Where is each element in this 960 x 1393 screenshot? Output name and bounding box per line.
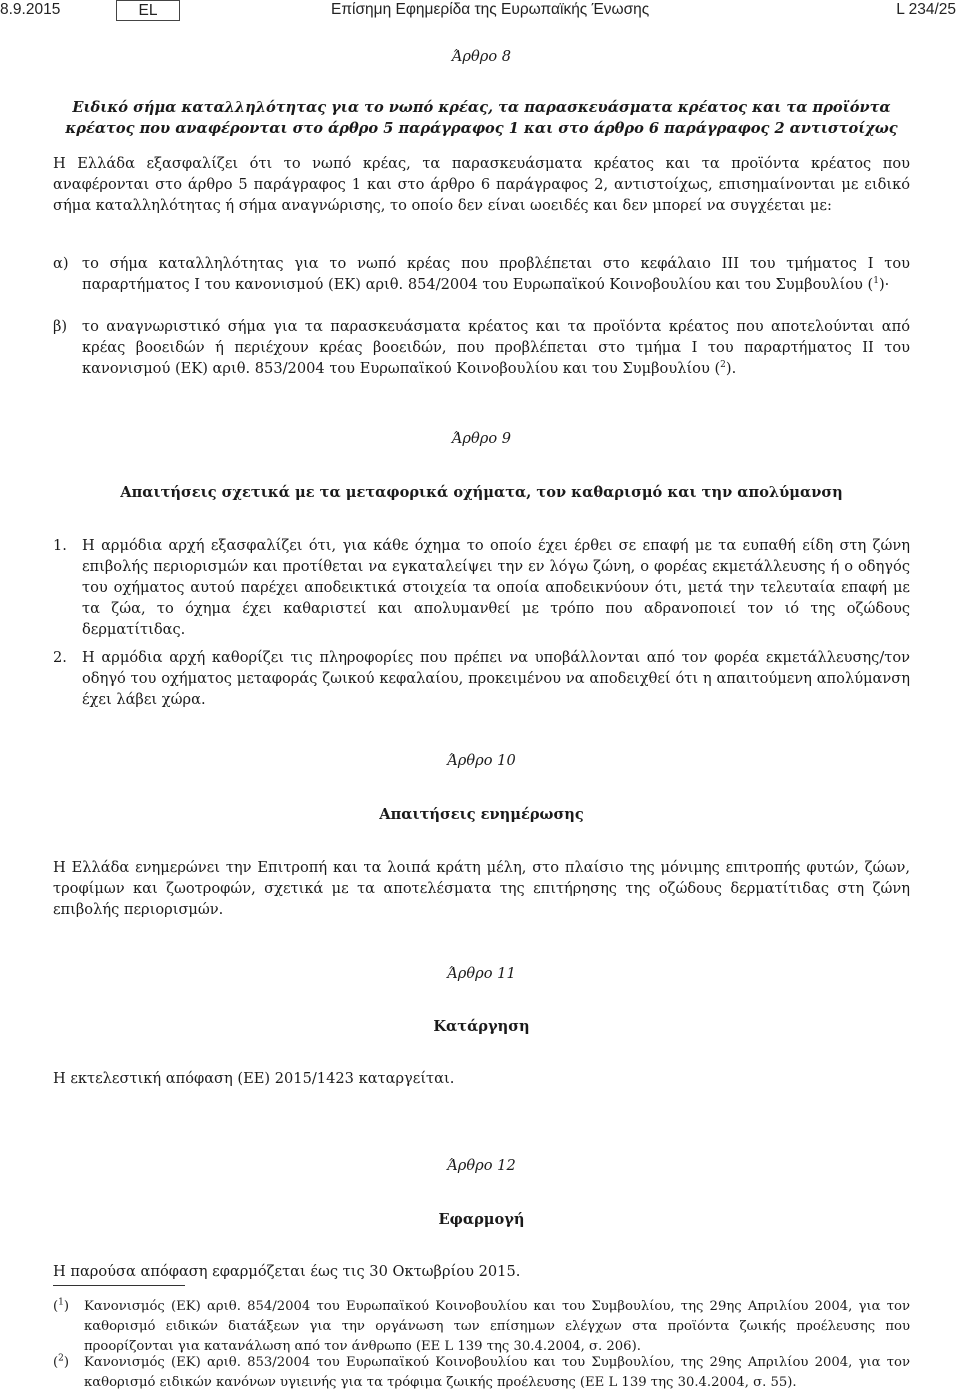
article-10-title: Απαιτήσεις ενημέρωσης bbox=[379, 806, 584, 823]
footnote-label: ($^1$) bbox=[53, 1297, 70, 1314]
article-8-number: Άρθρο 8 bbox=[451, 48, 512, 65]
item-text: το σήμα καταλληλότητας για το νωπό κρέας που προβλέπεται στο κεφάλαιο III του τμήματος I του παραρτήματος I του κανονισμού (ΕΚ) αριθ. 854/2004 του Ευρωπαϊκού Κοινοβουλίου και του Συμβουλίου ( bbox=[82, 255, 910, 293]
footnote-label: ($^2$) bbox=[53, 1353, 70, 1370]
item-label: α) bbox=[53, 255, 69, 272]
footnote-text: Κανονισμός (ΕΚ) αριθ. 853/2004 του Ευρωπαϊκού Κοινοβουλίου και του Συμβουλίου, της 29ης Απριλίου 2004, για τον καθορισμό ειδικών κανόνων υγιεινής για τα τρόφιμα ζωικής προέλευσης (ΕΕ L 139 της 30.4.2004, σ. 55). bbox=[84, 1355, 910, 1390]
journal-title: Επίσημη Εφημερίδα της Ευρωπαϊκής Ένωσης bbox=[331, 1, 650, 18]
footnote-ref[interactable]: 2 bbox=[720, 360, 726, 371]
paragraph-number: 1. bbox=[53, 537, 67, 554]
article-11-text: Η εκτελεστική απόφαση (ΕΕ) 2015/1423 καταργείται. bbox=[53, 1070, 455, 1087]
article-8-item-b bbox=[53, 316, 910, 379]
footnote-ref[interactable]: 1 bbox=[873, 276, 879, 287]
publication-date: 8.9.2015 bbox=[0, 1, 61, 18]
paragraph-number: 2. bbox=[53, 649, 67, 666]
paragraph-text: Η αρμόδια αρχή καθορίζει τις πληροφορίες που πρέπει να υποβάλλονται από τον φορέα εκμετάλλευσης/τον οδηγό του οχήματος μεταφοράς ζωικού κεφαλαίου, προκειμένου να αποδειχθεί ότι η απαιτούμενη απολύμανση έχει λάβει χώρα. bbox=[82, 649, 910, 708]
article-10-text: Η Ελλάδα ενημερώνει την Επιτροπή και τα λοιπά κράτη μέλη, στο πλαίσιο της μόνιμης επιτροπής φυτών, ζώων, τροφίμων και ζωοτροφών, σχετικά με τα αποτελέσματα της επιτήρησης της οζώδους δερματίτιδας στη ζώνη επιβολής περιορισμών. bbox=[53, 859, 910, 918]
article-12-text: Η παρούσα απόφαση εφαρμόζεται έως τις 30 Οκτωβρίου 2015. bbox=[53, 1263, 521, 1280]
item-text-end: ). bbox=[725, 360, 737, 377]
article-11-title: Κατάργηση bbox=[433, 1018, 530, 1035]
article-8-title: Ειδικό σήμα καταλληλότητας για το νωπό κρέας, τα παρασκευάσματα κρέατος και τα προϊόντα κρέατος που αναφέρονται στο άρθρο 5 παράγραφος 1 και στο άρθρο 6 παράγραφος 2 αντιστοίχως bbox=[65, 99, 898, 137]
article-9-title: Απαιτήσεις σχετικά με τα μεταφορικά οχήματα, τον καθαρισμό και την απολύμανση bbox=[120, 484, 843, 501]
footnote-text: Κανονισμός (ΕΚ) αριθ. 854/2004 του Ευρωπαϊκού Κοινοβουλίου και του Συμβουλίου, της 29ης Απριλίου 2004, για τον καθορισμό ειδικών διατάξεων για την οργάνωση των επίσημων ελέγχων στα προϊόντα ζωικής προέλευσης που προορίζονται για κατανάλωση από τον άνθρωπο (ΕΕ L 139 της 30.4.2004, σ. 206). bbox=[84, 1299, 910, 1354]
page-reference: L 234/25 bbox=[896, 1, 956, 18]
language-badge: EL bbox=[116, 0, 180, 21]
article-9-number: Άρθρο 9 bbox=[451, 430, 512, 447]
article-12-title: Εφαρμογή bbox=[438, 1211, 525, 1228]
item-label: β) bbox=[53, 318, 68, 335]
footnote-2 bbox=[53, 1353, 910, 1393]
footnote-divider bbox=[53, 1285, 185, 1286]
footnote-1 bbox=[53, 1297, 910, 1357]
item-text-end: )· bbox=[878, 276, 890, 293]
paragraph-text: Η αρμόδια αρχή εξασφαλίζει ότι, για κάθε όχημα το οποίο έχει έρθει σε επαφή με τα ευπαθή είδη στη ζώνη επιβολής περιορισμών και προτίθεται να εγκαταλείψει την εν λόγω ζώνη, ο φορέας εκμετάλλευσης ή ο οδηγός του οχήματος αυτού παρέχει αποδεικτικά στοιχεία τα οποία αποδεικνύουν ότι, μετά την τελευταία επαφή με τα ζώα, το όχημα έχει καθαριστεί και απολυμανθεί με τρόπο που αδρανοποιεί τον ιό της οζώδους δερματίτιδας. bbox=[82, 537, 910, 638]
article-10-number: Άρθρο 10 bbox=[447, 752, 516, 769]
item-text: το αναγνωριστικό σήμα για τα παρασκευάσματα κρέατος και τα προϊόντα κρέατος που αποτελούνται από κρέας βοοειδών ή περιέχουν κρέας βοοειδών, που προβλέπεται στο τμήμα I του παραρτήματος II του κανονισμού (ΕΚ) αριθ. 853/2004 του Ευρωπαϊκού Κοινοβουλίου και του Συμβουλίου ( bbox=[82, 318, 910, 377]
article-8-item-a bbox=[53, 253, 910, 295]
page-header bbox=[0, 0, 960, 26]
article-9-paragraph-1 bbox=[53, 535, 910, 640]
article-11-number: Άρθρο 11 bbox=[447, 965, 516, 982]
article-8-intro: Η Ελλάδα εξασφαλίζει ότι το νωπό κρέας, τα παρασκευάσματα κρέατος και τα προϊόντα κρέατος που αναφέρονται στο άρθρο 5 παράγραφος 1 και στο άρθρο 6 παράγραφος 2, αντιστοίχως, επισημαίνονται με ειδικό σήμα καταλληλότητας ή σήμα αναγνώρισης, το οποίο δεν είναι ωοειδές και δεν μπορεί να συγχέεται με: bbox=[53, 155, 910, 214]
article-12-number: Άρθρο 12 bbox=[447, 1157, 516, 1174]
article-9-paragraph-2 bbox=[53, 647, 910, 710]
